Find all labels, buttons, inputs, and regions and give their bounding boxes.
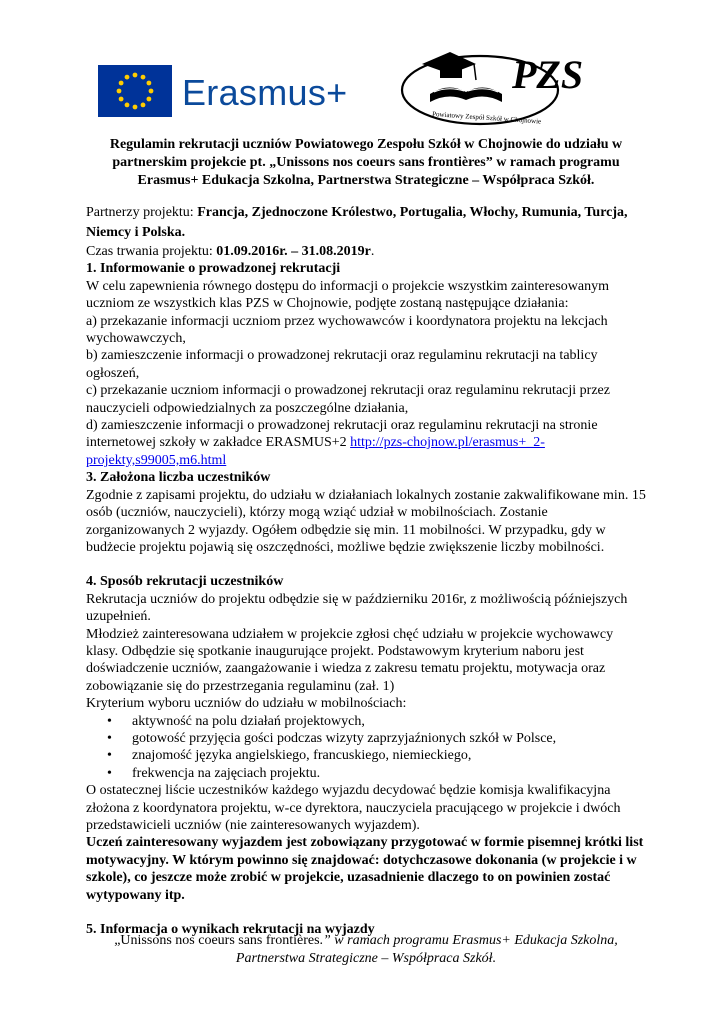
section4-paragraph-2: Młodzież zainteresowana udziałem w projekcie zgłosi chęć udziału w projekcie wychowawcy klasy. Odbędzie się spotkanie inaugurujące projekt. Podstawowym kryterium naboru jest doświadczenie uczniów, zaangażowanie i wiedza z zakresu tematu projektu, motywacja oraz zobowiązanie się do przestrzegania regulaminu (zał. 1): [86, 626, 614, 694]
section1-intro: W celu zapewnienia równego dostępu do informacji o projekcie wszystkim zainteresowanym uczniom ze wszystkich klas PZS w Chojnowie, podjęte zostaną następujące działania:: [86, 278, 610, 312]
duration-label: Czas trwania projektu:: [86, 244, 217, 259]
section1-item-d-text: d) zamieszczenie informacji o prowadzonej rekrutacji oraz regulaminu rekrutacji na stronie internetowej szkoły w zakładce ERASMUS+2: [86, 418, 598, 451]
section1-heading: 1. Informowanie o prowadzonej rekrutacji: [86, 261, 341, 277]
eu-flag-icon: [98, 65, 172, 117]
bullet-icon: •: [107, 748, 112, 764]
section4-paragraph-3: O ostatecznej liście uczestników każdego wyjazdu decydować będzie komisja kwalifikacyjna złożona z koordynatora projektu, w-ce dyrektora, nauczyciela pracującego w projekcie i dwóch przedstawicieli uczniów (nie zainteresowanych wyjazdem).: [86, 783, 621, 833]
pzs-monogram: PZS: [512, 52, 584, 97]
section1-item-d: [86, 417, 646, 469]
partners-line: [86, 203, 646, 243]
section1-item-b: b) zamieszczenie informacji o prowadzonej rekrutacji oraz regulaminu rekrutacji na tablicy ogłoszeń,: [86, 348, 598, 381]
erasmus-logo: [98, 65, 352, 123]
section4-bold-paragraph: Uczeń zainteresowany wyjazdem jest zobowiązany przygotować w formie pisemnej krótki list motywacyjny. W którym powinno się znajdować: dotychczasowe dokonania (w projekcie i w szkole), co jeszcze może zrobić w projekcie, uzasadnienie dlaczego to on powinien zostać wytypowany itp.: [86, 835, 644, 903]
graduation-cap-book-icon: [400, 42, 584, 128]
document-body: [86, 136, 646, 938]
erasmus-wordmark: Erasmus+: [182, 72, 348, 113]
document-title: Regulamin rekrutacji uczniów Powiatowego Zespołu Szkół w Chojnowie do udziału w partnerskim projekcie pt. „Unissons nos coeurs sans frontières” w ramach programu Erasmus+ Edukacja Szkolna, Partnerstwa Strategiczne – Współpraca Szkół.: [109, 137, 623, 188]
partners-label: Partnerzy projektu:: [86, 205, 198, 220]
bullet-icon: •: [107, 730, 112, 746]
criteria-item: [107, 713, 646, 730]
criteria-item-text: aktywność na polu działań projektowych,: [132, 713, 365, 729]
duration-end: .: [370, 244, 375, 259]
bullet-icon: •: [107, 713, 112, 729]
criteria-label: Kryterium wyboru uczniów do udziału w mobilnościach:: [86, 696, 407, 712]
footer-project-name: „Unissons nos coeurs sans frontières.: [114, 933, 324, 948]
criteria-list: [86, 713, 646, 783]
section3-text: Zgodnie z zapisami projektu, do udziału w działaniach lokalnych zostanie zakwalifikowane min. 15 osób (uczniów, nauczycieli), którzy mogą wziąć udział w mobilnościach. Zostanie zorganizowanych 2 wyjazdy. Ogółem odbędzie się min. 11 mobilności. W przypadku, gdy w budżecie projektu pojawią się oszczędności, możliwe będzie zwiększenie liczby mobilności.: [86, 487, 646, 555]
criteria-item: [107, 747, 646, 764]
erasmus-page-link[interactable]: http://pzs-chojnow.pl/erasmus+_2-projekty,s99005,m6.html: [86, 435, 545, 468]
duration-value: 01.09.2016r. – 31.08.2019r: [216, 244, 371, 259]
criteria-item: [107, 730, 646, 747]
section1-item-c: c) przekazanie uczniom informacji o prowadzonej rekrutacji oraz regulaminu rekrutacji przez nauczycieli odpowiedzialnych za poszczególne działania,: [86, 383, 610, 416]
section1-item-a: a) przekazanie informacji uczniom przez wychowawców i koordynatora projektu na lekcjach wychowawczych,: [86, 313, 608, 347]
section4-paragraph-1: Rekrutacja uczniów do projektu odbędzie się w październiku 2016r, z możliwością późniejszych uzupełnień.: [86, 591, 628, 625]
criteria-item-text: gotowość przyjęcia gości podczas wizyty zaprzyjaźnionych szkół w Polsce,: [132, 730, 557, 746]
pzs-logo: [400, 42, 584, 128]
footer-program-text: ” w ramach programu Erasmus+ Edukacja Szkolna, Partnerstwa Strategiczne – Współpraca Szkół.: [235, 933, 618, 966]
section3-heading: 3. Założona liczba uczestników: [86, 470, 271, 486]
criteria-item: [107, 765, 646, 782]
bullet-icon: •: [107, 765, 112, 781]
section4-heading: 4. Sposób rekrutacji uczestników: [86, 574, 284, 590]
partners-value: Francja, Zjednoczone Królestwo, Portugalia, Włochy, Rumunia, Turcja, Niemcy i Polska.: [86, 205, 628, 240]
criteria-item-text: frekwencja na zajęciach projektu.: [132, 765, 321, 781]
criteria-item-text: znajomość języka angielskiego, francuskiego, niemieckiego,: [132, 748, 472, 764]
section5-heading: 5. Informacja o wynikach rekrutacji na wyjazdy: [86, 922, 375, 938]
pzs-arc-text: Powiatowy Zespół Szkół w Chojnowie: [431, 110, 542, 126]
page-footer: [86, 932, 646, 968]
duration-line: [86, 243, 646, 260]
